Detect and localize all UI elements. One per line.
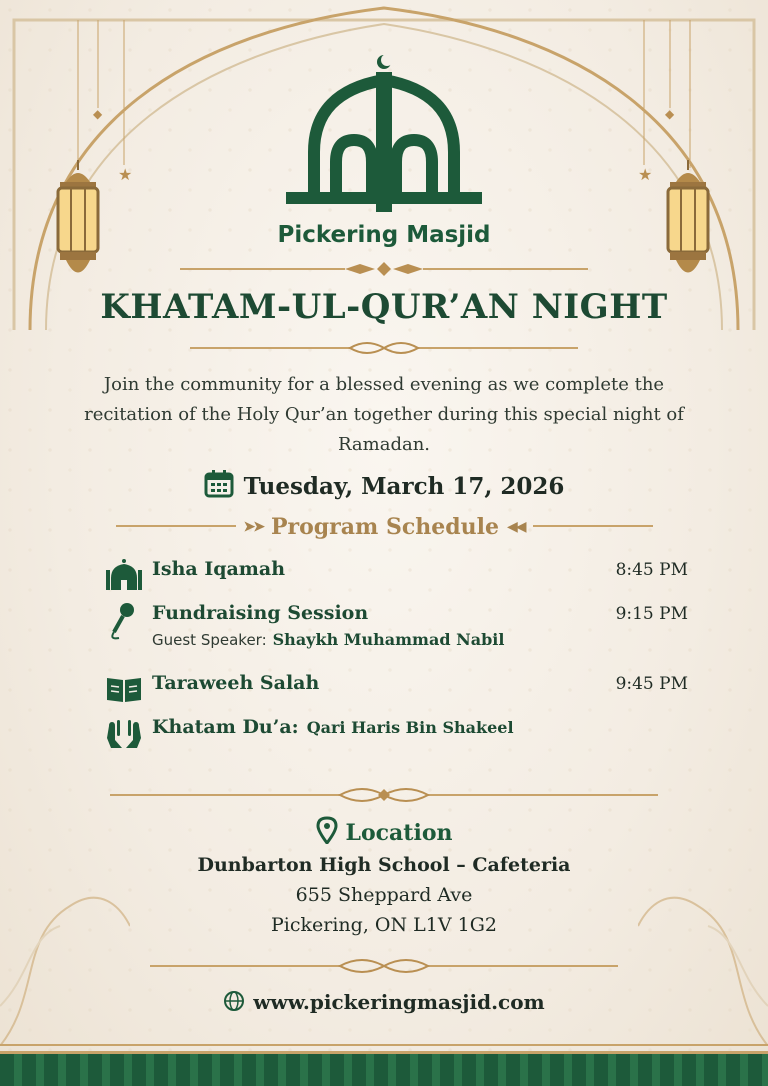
website-url[interactable]: www.pickeringmasjid.com (253, 990, 545, 1014)
footer-divider (0, 1044, 768, 1046)
schedule-item-label: Khatam Du’a: (152, 716, 299, 738)
schedule-item-time: 8:45 PM (615, 560, 688, 580)
dua-leader-name: Qari Haris Bin Shakeel (306, 718, 514, 737)
masjid-logo (284, 52, 484, 222)
svg-text:★: ★ (638, 165, 653, 184)
svg-text:◆: ◆ (665, 107, 675, 121)
guest-speaker-name: Shaykh Muhammad Nabil (272, 630, 505, 649)
quran-icon (105, 672, 143, 706)
divider-ornament (0, 957, 768, 975)
event-date (0, 470, 768, 500)
microphone-icon (105, 602, 143, 642)
venue-name: Dunbarton High School – Cafeteria (197, 854, 571, 876)
corner-ornament-left (0, 846, 130, 1046)
schedule-heading-text: Program Schedule (270, 514, 499, 540)
svg-text:◆: ◆ (93, 107, 103, 121)
calendar-icon (204, 470, 234, 498)
schedule-item-name: Taraweeh Salah (152, 672, 320, 694)
venue-street: 655 Sheppard Ave (295, 884, 473, 906)
location-heading-text: Location (345, 820, 453, 846)
event-title: KHATAM-UL-QUR’AN NIGHT (100, 287, 668, 327)
schedule-item-time: 9:45 PM (615, 674, 688, 694)
guest-speaker-label: Guest Speaker: (152, 631, 267, 649)
event-date-text: Tuesday, March 17, 2026 (243, 473, 565, 500)
divider-ornament (0, 786, 768, 804)
mosque-icon (105, 558, 143, 592)
schedule-item-time: 9:15 PM (615, 604, 688, 624)
schedule-item-name: Fundraising Session (152, 602, 369, 624)
schedule-heading: ➤➤ Program Schedule ◀◀ (0, 514, 768, 540)
footer-pattern-band (0, 1051, 768, 1086)
schedule-item-name (152, 716, 514, 738)
dua-hands-icon (105, 716, 143, 750)
location-heading (0, 816, 768, 846)
divider-ornament (0, 340, 768, 356)
website-link[interactable] (0, 990, 768, 1014)
event-description: Join the community for a blessed evening as we complete the recitation of the Holy Qur’an together during this special night of Ramadan. (84, 374, 684, 455)
guest-speaker (152, 630, 504, 649)
svg-text:★: ★ (118, 165, 133, 184)
venue-city: Pickering, ON L1V 1G2 (271, 914, 497, 936)
schedule-item-name: Isha Iqamah (152, 558, 286, 580)
organization-name: Pickering Masjid (277, 222, 491, 248)
globe-icon (223, 990, 245, 1012)
corner-ornament-right (638, 846, 768, 1046)
divider-ornament (0, 262, 768, 276)
location-pin-icon (316, 816, 338, 844)
